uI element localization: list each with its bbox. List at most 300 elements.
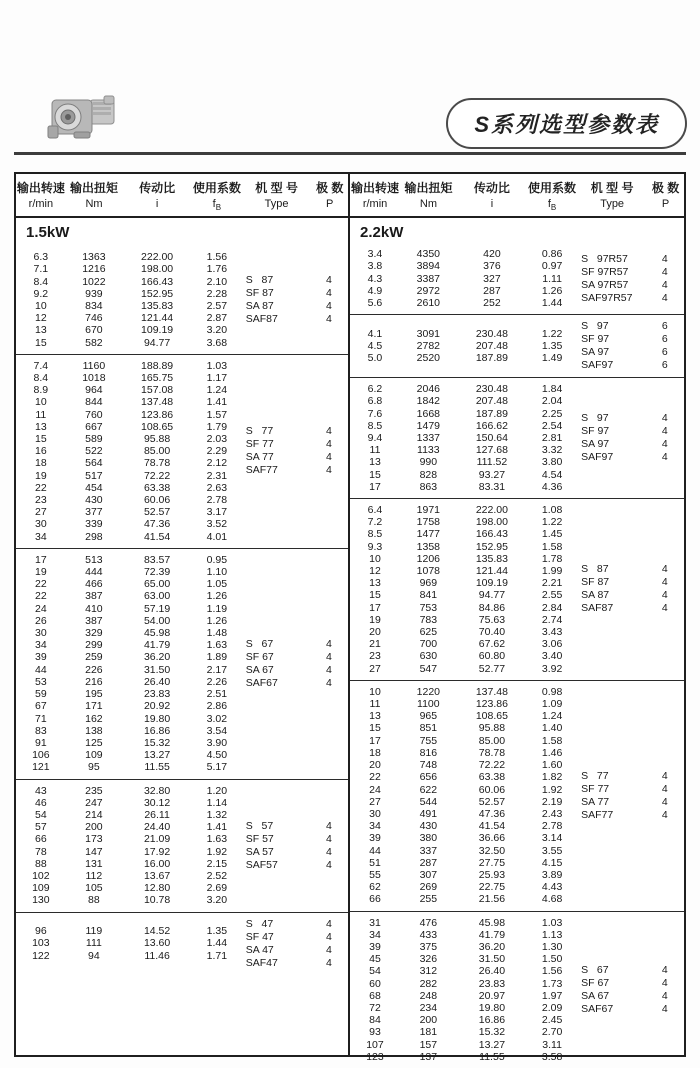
torque-cell: 410: [85, 602, 103, 615]
model-row: [242, 664, 348, 677]
torque-cell: 547: [419, 662, 438, 675]
model-row: [577, 253, 684, 266]
ratio-cell: 23.83: [143, 688, 171, 701]
model-row: [577, 438, 684, 451]
speed-cell: 6.4: [367, 504, 383, 517]
torque-cell: 748: [419, 759, 438, 772]
torque-cell: 816: [419, 746, 438, 759]
poles-cell: 4: [661, 438, 668, 451]
speed-cell: 9.2: [33, 287, 49, 300]
speed-cell: 34: [34, 639, 47, 652]
torque-cell: 564: [85, 457, 103, 470]
table-row: [16, 761, 242, 773]
fb-cell: 2.74: [541, 613, 563, 626]
speed-cell: 4.5: [367, 340, 383, 353]
model-cell: SF 97: [581, 333, 610, 346]
torque-cell: 670: [85, 324, 103, 337]
ratio-cell: 67.62: [478, 638, 506, 651]
ratio-cell: 19.80: [478, 1001, 506, 1014]
fb-cell: 1.73: [541, 977, 563, 990]
fb-cell: 3.55: [541, 844, 563, 857]
table-row: [350, 273, 577, 285]
fb-cell: 1.14: [206, 796, 228, 809]
torque-cell: 1842: [416, 395, 441, 408]
torque-cell: 269: [419, 881, 438, 894]
unit-ratio: i: [155, 198, 159, 210]
data-block: [350, 498, 684, 680]
table-row: [350, 444, 577, 456]
table-row: [350, 1026, 577, 1038]
model-cell: SAF97: [581, 451, 614, 464]
power-section-label: 2.2kW: [360, 224, 404, 242]
torque-cell: 195: [85, 688, 103, 701]
fb-cell: 0.86: [541, 248, 563, 261]
model-row: [577, 359, 684, 372]
table-row: [16, 396, 242, 408]
poles-cell: 4: [661, 963, 668, 976]
model-row: [577, 589, 684, 602]
fb-cell: 1.82: [541, 771, 563, 784]
ratio-cell: 22.75: [478, 881, 506, 894]
table-row: [16, 950, 242, 962]
ratio-cell: 83.31: [478, 480, 506, 493]
poles-cell: 4: [661, 252, 668, 265]
fb-cell: 2.55: [541, 589, 563, 602]
speed-cell: 96: [34, 925, 47, 938]
fb-cell: 1.24: [206, 384, 228, 397]
fb-cell: 3.17: [206, 506, 228, 519]
speed-cell: 54: [34, 808, 47, 821]
model-row: [242, 638, 348, 651]
column-header: [350, 174, 684, 218]
poles-cell: 4: [661, 769, 668, 782]
fb-cell: 2.84: [541, 601, 563, 614]
ratio-cell: 207.48: [475, 340, 508, 353]
ratio-cell: 123.86: [141, 408, 174, 421]
ratio-cell: 85.00: [478, 734, 506, 747]
table-row: [16, 337, 242, 349]
fb-cell: 1.41: [206, 821, 228, 834]
table-row: [16, 433, 242, 445]
torque-cell: 1758: [416, 516, 441, 529]
model-cell: SA 87: [245, 300, 274, 312]
model-cell: SF 47: [245, 930, 274, 943]
fb-cell: 4.68: [541, 893, 563, 906]
table-row: [350, 565, 577, 577]
fb-cell: 1.89: [206, 651, 228, 664]
torque-cell: 109: [85, 749, 103, 762]
unit-poles: P: [326, 198, 334, 210]
torque-cell: 125: [85, 736, 103, 749]
table-row: [16, 797, 242, 809]
header-poles: 极 数: [316, 181, 344, 195]
column-2-2kw: [350, 174, 684, 1063]
speed-cell: 10: [369, 685, 381, 698]
table-row: [16, 482, 242, 494]
fb-cell: 1.09: [541, 698, 563, 711]
model-row: [242, 425, 348, 438]
ratio-cell: 23.83: [478, 977, 506, 990]
model-cell: SF 67: [581, 976, 610, 989]
fb-cell: 2.45: [541, 1014, 563, 1027]
torque-cell: 1100: [417, 698, 440, 711]
ratio-cell: 19.80: [143, 712, 171, 725]
table-row: [350, 820, 577, 832]
table-row: [350, 432, 577, 444]
torque-cell: 491: [419, 807, 438, 820]
fb-cell: 2.57: [206, 300, 228, 312]
table-row: [350, 395, 577, 407]
torque-cell: 312: [419, 965, 438, 978]
fb-cell: 3.20: [206, 324, 228, 337]
torque-cell: 131: [85, 857, 103, 870]
poles-cell: 4: [661, 265, 668, 278]
model-row: [577, 451, 684, 464]
fb-cell: 2.87: [206, 312, 228, 325]
torque-cell: 337: [419, 844, 438, 857]
table-row: [350, 941, 577, 953]
fb-cell: 4.54: [541, 468, 563, 481]
speed-cell: 109: [32, 882, 50, 895]
speed-cell: 30: [369, 807, 381, 820]
table-row: [350, 759, 577, 771]
speed-cell: 17: [34, 553, 47, 566]
torque-cell: 181: [419, 1026, 438, 1039]
unit-speed: r/min: [28, 198, 54, 210]
torque-cell: 173: [85, 833, 103, 846]
fb-cell: 3.54: [206, 724, 228, 737]
speed-cell: 6.3: [33, 251, 49, 264]
table-row: [350, 698, 577, 710]
speed-cell: 27: [369, 662, 381, 675]
ratio-cell: 166.62: [475, 419, 508, 432]
fb-cell: 3.92: [541, 662, 563, 675]
model-row: [577, 279, 684, 292]
unit-ratio: i: [490, 198, 494, 210]
fb-cell: 3.11: [542, 1038, 562, 1051]
poles-cell: 4: [325, 650, 332, 663]
fb-cell: 2.10: [206, 275, 228, 288]
torque-cell: 105: [85, 882, 103, 895]
table-row: [350, 869, 577, 881]
poles-cell: 4: [325, 676, 332, 689]
column-1-5kw: [16, 174, 350, 1055]
table-row: [350, 408, 577, 420]
speed-cell: 15: [369, 468, 381, 481]
speed-cell: 22: [34, 481, 47, 494]
ratio-cell: 11.46: [144, 949, 170, 962]
header-ratio: 传动比: [139, 181, 176, 195]
model-cell: S 47: [245, 917, 274, 930]
torque-cell: 1477: [416, 528, 441, 541]
ratio-cell: 63.38: [143, 481, 171, 494]
speed-cell: 4.3: [367, 272, 383, 285]
fb-cell: 1.76: [206, 263, 228, 276]
poles-cell: 4: [325, 917, 332, 930]
speed-cell: 39: [34, 651, 47, 664]
model-row: [242, 833, 348, 846]
table-row: [16, 384, 242, 396]
torque-cell: 2046: [416, 383, 441, 396]
table-row: [16, 785, 242, 797]
model-cell: SAF87: [581, 602, 614, 615]
table-row: [350, 1002, 577, 1014]
speed-cell: 26: [34, 614, 47, 627]
fb-cell: 1.71: [206, 949, 228, 962]
torque-cell: 375: [419, 940, 438, 953]
model-row: [242, 274, 348, 287]
table-row: [350, 953, 577, 965]
ratio-cell: 12.80: [143, 882, 171, 895]
table-row: [16, 578, 242, 590]
poles-cell: 4: [661, 1002, 668, 1015]
fb-cell: 1.50: [541, 953, 563, 966]
model-row: [242, 313, 348, 326]
ratio-cell: 420: [483, 248, 501, 261]
poles-cell: 4: [661, 795, 668, 808]
table-row: [16, 833, 242, 845]
torque-cell: 1358: [416, 540, 441, 553]
speed-cell: 121: [32, 761, 50, 774]
torque-cell: 157: [419, 1038, 438, 1051]
poles-cell: 4: [661, 563, 668, 576]
speed-cell: 22: [369, 771, 381, 784]
fb-cell: 1.58: [541, 734, 563, 747]
model-cell: SF 57: [245, 832, 274, 845]
speed-cell: 78: [34, 845, 47, 858]
model-cell: SF 67: [245, 650, 274, 663]
ratio-cell: 85.00: [143, 445, 171, 458]
poles-cell: 4: [325, 858, 332, 871]
ratio-cell: 121.44: [475, 565, 508, 578]
header-torque: 输出扭矩: [404, 181, 453, 195]
torque-cell: 828: [419, 468, 438, 481]
model-row: [242, 651, 348, 664]
ratio-cell: 187.89: [475, 407, 508, 420]
torque-cell: 119: [85, 925, 103, 938]
torque-cell: 1206: [416, 552, 441, 565]
gearmotor-icon: [44, 92, 120, 144]
model-row: [242, 846, 348, 859]
poles-cell: 4: [661, 602, 668, 615]
fb-cell: 1.92: [541, 783, 563, 796]
model-row: [577, 576, 684, 589]
ratio-cell: 94.77: [478, 589, 506, 602]
torque-cell: 430: [419, 820, 438, 833]
ratio-cell: 24.40: [143, 821, 171, 834]
torque-cell: 1018: [82, 372, 106, 385]
ratio-cell: 25.93: [478, 868, 506, 881]
speed-cell: 62: [369, 881, 381, 894]
header-divider: [14, 152, 686, 155]
torque-cell: 1078: [416, 565, 441, 578]
torque-cell: 137: [419, 1050, 438, 1063]
speed-cell: 84: [369, 1014, 381, 1027]
torque-cell: 299: [85, 639, 103, 652]
ratio-cell: 15.32: [143, 736, 171, 749]
fb-cell: 3.68: [206, 336, 228, 349]
poles-cell: 4: [325, 274, 332, 286]
poles-cell: 4: [661, 278, 668, 291]
ratio-cell: 84.86: [478, 601, 506, 614]
speed-cell: 30: [34, 518, 47, 531]
poles-cell: 4: [325, 956, 332, 969]
ratio-cell: 111.52: [476, 456, 508, 469]
fb-cell: 1.20: [206, 784, 228, 797]
ratio-cell: 152.95: [475, 540, 508, 553]
table-row: [16, 518, 242, 530]
model-cell: SA 77: [581, 795, 610, 808]
ratio-cell: 26.40: [478, 965, 506, 978]
model-cell: SA 97: [581, 346, 610, 359]
speed-cell: 13: [34, 420, 47, 433]
torque-cell: 226: [85, 663, 103, 676]
torque-cell: 1160: [82, 359, 106, 372]
speed-cell: 66: [369, 893, 381, 906]
torque-cell: 746: [85, 312, 103, 325]
poles-cell: 4: [661, 291, 668, 304]
speed-cell: 44: [369, 844, 381, 857]
power-section-label: 1.5kW: [26, 224, 70, 242]
model-cell: SAF87: [245, 313, 278, 325]
unit-torque: Nm: [85, 198, 103, 210]
poles-cell: 4: [661, 425, 668, 438]
column-header: [16, 174, 348, 218]
model-row: [242, 931, 348, 944]
ratio-cell: 109.19: [475, 577, 508, 590]
table-row: [350, 469, 577, 481]
torque-cell: 851: [419, 722, 438, 735]
table-row: [16, 664, 242, 676]
model-cell: SA 47: [245, 943, 274, 956]
speed-cell: 22: [34, 590, 47, 603]
table-row: [350, 808, 577, 820]
ratio-cell: 137.48: [141, 396, 174, 409]
model-cell: SF 87: [245, 287, 274, 299]
speed-cell: 31: [369, 916, 381, 929]
model-row: [242, 859, 348, 872]
fb-cell: 1.48: [206, 627, 228, 640]
poles-cell: 4: [325, 943, 332, 956]
model-cell: SF 77: [245, 438, 274, 451]
data-block: [350, 314, 684, 377]
speed-cell: 17: [369, 601, 381, 614]
speed-cell: 19: [34, 469, 47, 482]
torque-cell: 326: [419, 953, 438, 966]
ratio-cell: 60.06: [143, 494, 171, 507]
table-row: [16, 676, 242, 688]
fb-cell: 2.25: [541, 407, 563, 420]
torque-cell: 1216: [82, 263, 106, 276]
table-row: [16, 603, 242, 615]
speed-cell: 5.0: [367, 352, 383, 365]
ratio-cell: 63.38: [478, 771, 506, 784]
fb-cell: 3.40: [541, 650, 563, 663]
torque-cell: 622: [419, 783, 438, 796]
fb-cell: 1.19: [206, 602, 228, 615]
poles-cell: 4: [661, 782, 668, 795]
table-row: [16, 700, 242, 712]
speed-cell: 15: [369, 722, 381, 735]
fb-cell: 1.40: [541, 722, 563, 735]
torque-cell: 298: [85, 530, 103, 543]
speed-cell: 59: [34, 688, 47, 701]
speed-cell: 19: [34, 566, 47, 579]
speed-cell: 4.9: [367, 284, 383, 297]
speed-cell: 18: [34, 457, 47, 470]
ratio-cell: 75.63: [478, 613, 506, 626]
model-cell: SA 57: [245, 845, 274, 858]
fb-cell: 2.86: [206, 700, 228, 713]
table-row: [350, 710, 577, 722]
poles-cell: 4: [661, 412, 668, 425]
fb-cell: 1.35: [206, 925, 228, 938]
table-row: [350, 481, 577, 493]
table-row: [350, 650, 577, 662]
speed-cell: 83: [34, 724, 47, 737]
speed-cell: 7.4: [33, 359, 49, 372]
fb-cell: 1.30: [541, 940, 563, 953]
poles-cell: 4: [661, 989, 668, 1002]
fb-cell: 2.19: [541, 795, 563, 808]
torque-cell: 147: [85, 845, 103, 858]
model-row: [577, 1003, 684, 1016]
fb-cell: 2.09: [541, 1001, 563, 1014]
speed-cell: 8.5: [367, 528, 383, 541]
model-cell: S 97: [581, 320, 609, 333]
model-cell: SF 77: [581, 782, 610, 795]
torque-cell: 844: [85, 396, 103, 409]
fb-cell: 1.03: [206, 359, 228, 372]
fb-cell: 3.06: [541, 638, 563, 651]
torque-cell: 3387: [416, 272, 441, 285]
ratio-cell: 13.27: [478, 1038, 506, 1051]
ratio-cell: 41.54: [143, 530, 171, 543]
ratio-cell: 166.43: [141, 275, 174, 288]
fb-cell: 1.24: [541, 710, 563, 723]
table-row: [16, 554, 242, 566]
speed-cell: 106: [32, 749, 50, 762]
poles-cell: 6: [661, 333, 668, 346]
fb-cell: 2.69: [206, 882, 228, 895]
ratio-cell: 45.98: [143, 627, 171, 640]
table-row: [16, 566, 242, 578]
speed-cell: 10: [34, 300, 47, 312]
speed-cell: 7.6: [367, 407, 383, 420]
table-row: [350, 285, 577, 297]
speed-cell: 103: [32, 937, 50, 950]
speed-cell: 53: [34, 675, 47, 688]
ratio-cell: 17.92: [143, 845, 171, 858]
ratio-cell: 16.00: [143, 857, 171, 870]
table-row: [16, 288, 242, 300]
speed-cell: 71: [34, 712, 47, 725]
speed-cell: 17: [369, 734, 381, 747]
model-row: [577, 425, 684, 438]
table-row: [16, 470, 242, 482]
fb-cell: 1.56: [206, 251, 228, 264]
table-row: [350, 1014, 577, 1026]
model-row: [242, 300, 348, 313]
model-cell: S 87: [581, 563, 609, 576]
unit-service-factor: $f_B$: [212, 198, 222, 213]
speed-cell: 30: [34, 627, 47, 640]
torque-cell: 1479: [416, 419, 441, 432]
page-title-text: S系列选型参数表: [474, 112, 659, 137]
ratio-cell: 137.48: [475, 685, 508, 698]
poles-cell: 4: [661, 589, 668, 602]
fb-cell: 2.28: [206, 287, 228, 300]
